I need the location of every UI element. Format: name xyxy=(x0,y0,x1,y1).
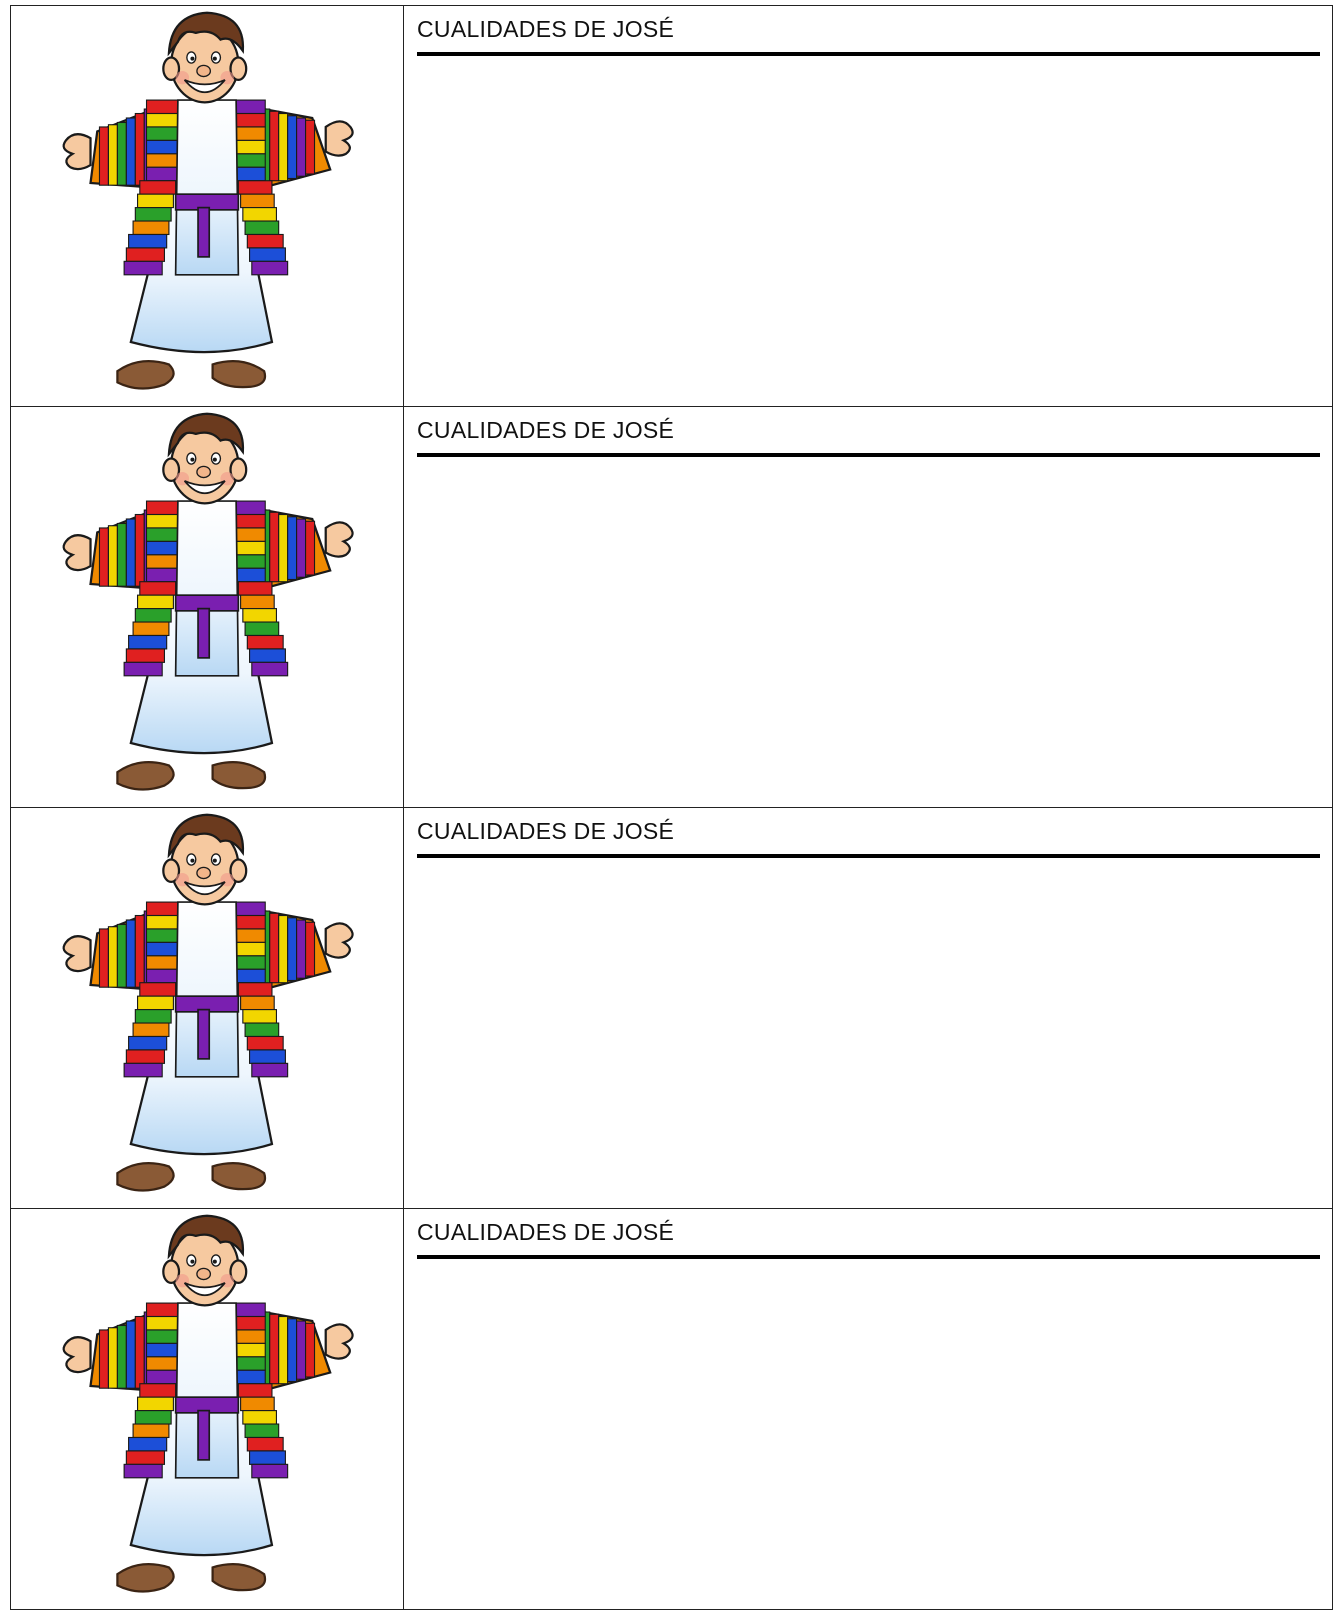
heading-underline xyxy=(417,1255,1320,1259)
writing-cell[interactable] xyxy=(404,6,1333,407)
joseph-illustration xyxy=(11,407,403,799)
row-heading: CUALIDADES DE JOSÉ xyxy=(417,818,675,844)
illustration-cell xyxy=(11,808,404,1209)
table-row xyxy=(11,407,1333,808)
heading-underline xyxy=(417,854,1320,858)
joseph-illustration xyxy=(11,6,403,398)
writing-cell[interactable] xyxy=(404,407,1333,808)
joseph-illustration xyxy=(11,1209,403,1601)
illustration-cell xyxy=(11,407,404,808)
table-row xyxy=(11,808,1333,1209)
table-row xyxy=(11,6,1333,407)
heading-underline xyxy=(417,52,1320,56)
writing-cell[interactable] xyxy=(404,808,1333,1209)
writing-cell[interactable] xyxy=(404,1209,1333,1610)
row-heading: CUALIDADES DE JOSÉ xyxy=(417,1219,675,1245)
row-heading: CUALIDADES DE JOSÉ xyxy=(417,16,675,42)
illustration-cell xyxy=(11,1209,404,1610)
worksheet-table xyxy=(10,5,1333,1610)
row-heading: CUALIDADES DE JOSÉ xyxy=(417,417,675,443)
heading-underline xyxy=(417,453,1320,457)
table-row xyxy=(11,1209,1333,1610)
illustration-cell xyxy=(11,6,404,407)
joseph-illustration xyxy=(11,808,403,1200)
